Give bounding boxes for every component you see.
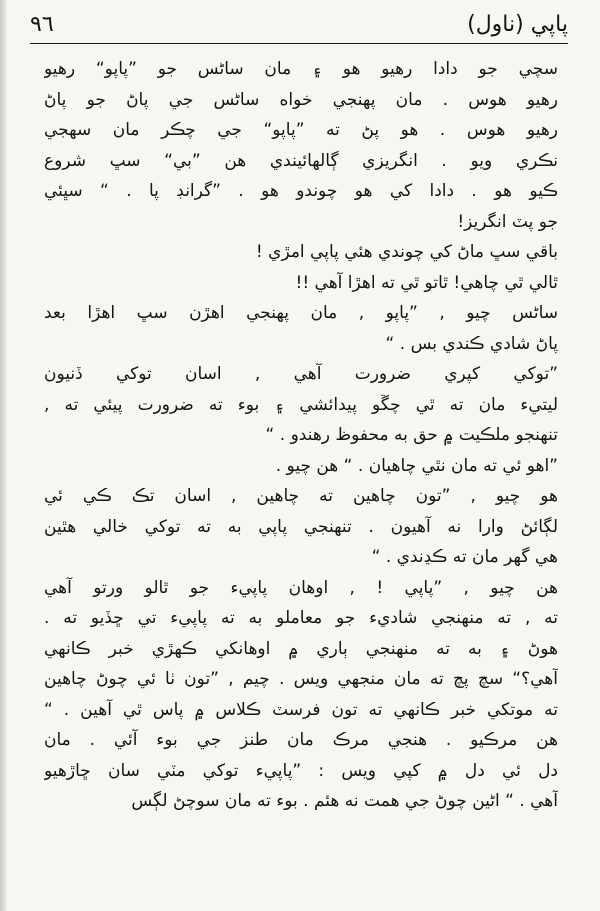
text-line: ليتيء مان ته ٿي چڱو پيدائشي ۽ بوء ته ضرورت پيئي ته , [44, 394, 558, 415]
text-line: سچي جو دادا رهيو هو ۽ مان ساڻس جو ”پاپو“ رهيو [44, 59, 558, 79]
text-line: نڪري ويو . انگريزي ڳالهائيندي هن ”بي“ سڀ شروع [44, 150, 558, 171]
text-line: رهيو هوس . مان پهنجي خواه ساڻس جي پاڻ جو پاڻ [44, 89, 558, 110]
running-header [30, 8, 568, 42]
text-line: هي گهر مان ته ڪڍندي . “ [371, 547, 558, 567]
page-binding-edge [0, 0, 7, 911]
text-line: ”اهو ئي ته مان نٿي چاهيان . “ هن چيو . [275, 455, 558, 476]
text-line: آهي . “ اڻين چوڻ جي همت نه هئم . بوء ته مان سوچڻ لڳس [131, 791, 558, 811]
text-line: رهيو هوس . هو پڻ ته ”پاپو“ جي چڪر مان سهجي [44, 120, 558, 140]
text-line: ساڻس چيو , ”پاپو , مان پهنجي اهڙن سڀ اهڙا بعد [44, 303, 558, 323]
text-line: ڪيو هو . دادا کي هو چوندو هو . ”گرانڊ پا . “ سڀئي [44, 181, 558, 201]
text-line: ته , ته منهنجي شاديء جو معاملو به ته پاپيء تي ڇڏيو ته . [44, 608, 558, 628]
text-line: هن مرڪيو . هنجي مرڪ مان طنز جي بوء آئي . مان [44, 730, 558, 750]
text-line: تنهنجو ملڪيت ۾ حق به محفوظ رهندو . “ [265, 425, 558, 445]
text-line: ٿالي ٿي چاهي! ٿاتو ٿي ته اهڙا آهي !! [295, 272, 558, 293]
header-rule [30, 43, 568, 44]
page-number: ٩٦ [30, 12, 54, 37]
text-line: باقي سڀ ماڻ کي چوندي هئي پاپي امڙي ! [255, 242, 558, 262]
text-line: هوڻ ۽ به ته منهنجي ٻاري ۾ اوهانکي ڪهڙي خبر ڪانهي [44, 638, 558, 659]
text-line: آهي؟“ سچ پچ ته مان منجهي ويس . چيم , ”تون ٺا ئي چوڻ چاهين [44, 669, 558, 689]
text-line: هن چيو , ”پاپي ! , اوهان پاپيء جو ٿالو ورتو آهي [44, 577, 558, 598]
text-line: پاڻ شادي ڪندي بس . “ [385, 333, 558, 354]
text-line: لڳائڻ وارا نه آهيون . تنهنجي پاپي به ته توکي خالي هٿين [44, 516, 558, 537]
header-title: پاپي (ناول) [467, 12, 568, 37]
text-line: ته موتکي خبر ڪانهي ته تون فرسٽ ڪلاس ۾ پاس ٿي آهين . “ [44, 699, 558, 720]
body-text [44, 54, 558, 817]
text-line: هو چيو , ”تون چاهين ته چاهين , اسان تڪ ڪي ئي [44, 486, 558, 506]
text-line: جو پٽ انگريز! [457, 211, 558, 232]
text-line: دل ئي دل ۾ کپي ويس : ”پاپيء توکي مٽي سان ڇاڙهيو [44, 760, 558, 781]
text-line: ”توکي کپري ضرورت آهي , اسان توکي ڏنيون [44, 364, 558, 384]
